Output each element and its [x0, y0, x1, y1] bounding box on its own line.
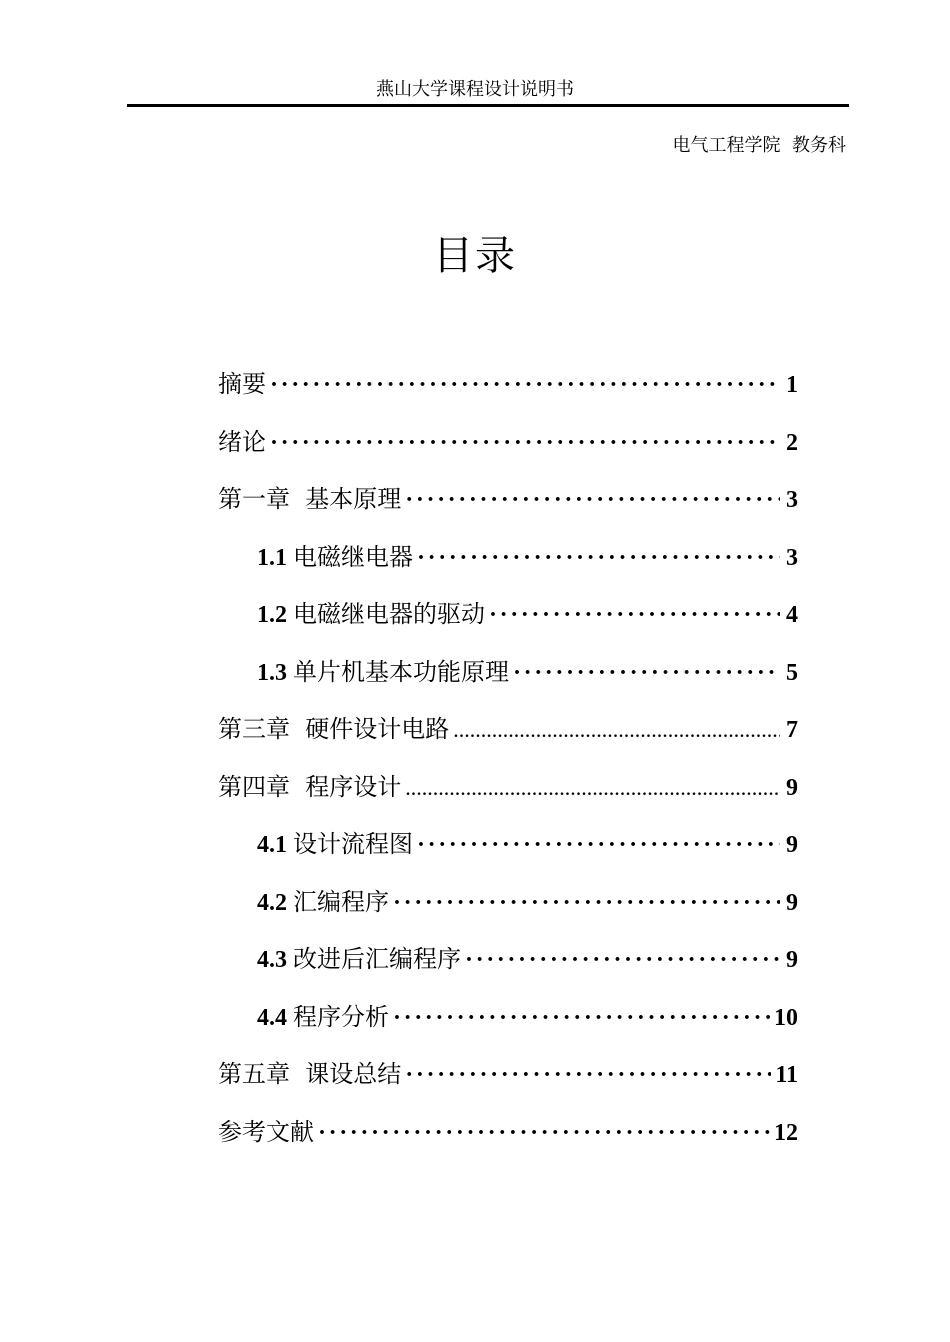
toc-entry-page-number: 9	[786, 832, 798, 858]
dot-leader	[417, 819, 780, 871]
toc-entry[interactable]	[218, 358, 798, 416]
toc-entry[interactable]	[218, 991, 798, 1049]
toc-entry[interactable]	[218, 588, 798, 646]
dot-leader	[417, 532, 780, 584]
department-label: 电气工程学院 教务科	[672, 135, 846, 156]
dot-leader	[393, 877, 780, 929]
table-of-contents	[218, 358, 798, 1163]
toc-entry[interactable]	[218, 1048, 798, 1106]
toc-entry-page-number: 1	[786, 372, 798, 398]
toc-entry-page-number: 3	[786, 487, 798, 513]
toc-entry[interactable]	[218, 531, 798, 589]
toc-entry-label: 改进后汇编程序	[293, 945, 461, 973]
toc-entry-number: 1.1	[257, 544, 287, 571]
toc-entry-page-number: 3	[786, 544, 798, 571]
toc-entry[interactable]	[218, 646, 798, 704]
toc-entry[interactable]	[218, 473, 798, 531]
toc-entry-number: 4.1	[257, 832, 287, 858]
toc-entry-page-number: 5	[786, 659, 798, 686]
toc-entry-label: 电磁继电器	[293, 542, 413, 571]
dot-leader	[453, 704, 780, 756]
toc-entry-label: 第一章 基本原理	[218, 485, 402, 513]
dot-leader	[405, 1049, 771, 1101]
toc-entry-page-number: 10	[774, 1004, 798, 1031]
toc-entry[interactable]	[218, 416, 798, 474]
toc-entry-label: 单片机基本功能原理	[293, 657, 509, 686]
toc-entry-label: 参考文献	[218, 1117, 314, 1146]
dot-leader	[405, 762, 780, 814]
dot-leader	[270, 417, 780, 469]
toc-entry[interactable]	[218, 876, 798, 934]
toc-entry-label: 电磁继电器的驱动	[293, 600, 485, 628]
toc-entry-page-number: 2	[786, 429, 798, 456]
dot-leader	[513, 647, 780, 699]
toc-entry[interactable]	[218, 761, 798, 819]
toc-entry-label: 设计流程图	[293, 830, 413, 858]
dot-leader	[405, 474, 780, 526]
toc-entry-number: 4.2	[257, 889, 287, 916]
dot-leader	[489, 589, 780, 641]
toc-entry-number: 1.3	[257, 659, 287, 686]
toc-title: 目录	[433, 233, 517, 279]
header-rule	[127, 104, 849, 107]
toc-entry-label: 汇编程序	[293, 887, 389, 916]
toc-entry-page-number: 12	[774, 1119, 798, 1146]
toc-entry-label: 第四章 程序设计	[218, 772, 402, 801]
toc-entry-label: 摘要	[218, 370, 266, 398]
toc-entry[interactable]	[218, 1106, 798, 1164]
toc-entry-page-number: 11	[775, 1062, 798, 1088]
toc-entry-label: 绪论	[218, 427, 266, 456]
toc-entry-label: 程序分析	[293, 1002, 389, 1031]
toc-entry-label: 第三章 硬件设计电路	[218, 715, 450, 743]
toc-entry-page-number: 7	[786, 717, 798, 743]
toc-entry-page-number: 4	[786, 602, 798, 628]
toc-entry[interactable]	[218, 703, 798, 761]
toc-entry-page-number: 9	[786, 889, 798, 916]
toc-entry[interactable]	[218, 818, 798, 876]
toc-entry-label: 第五章 课设总结	[218, 1060, 402, 1088]
toc-entry[interactable]	[218, 933, 798, 991]
toc-entry-page-number: 9	[786, 947, 798, 973]
toc-entry-number: 4.3	[257, 947, 287, 973]
dot-leader	[270, 359, 780, 411]
toc-entry-number: 4.4	[257, 1004, 287, 1031]
document-header-title: 燕山大学课程设计说明书	[376, 79, 574, 100]
toc-entry-page-number: 9	[786, 774, 798, 801]
toc-entry-number: 1.2	[257, 602, 287, 628]
dot-leader	[393, 992, 770, 1044]
dot-leader	[465, 934, 780, 986]
dot-leader	[318, 1107, 770, 1159]
